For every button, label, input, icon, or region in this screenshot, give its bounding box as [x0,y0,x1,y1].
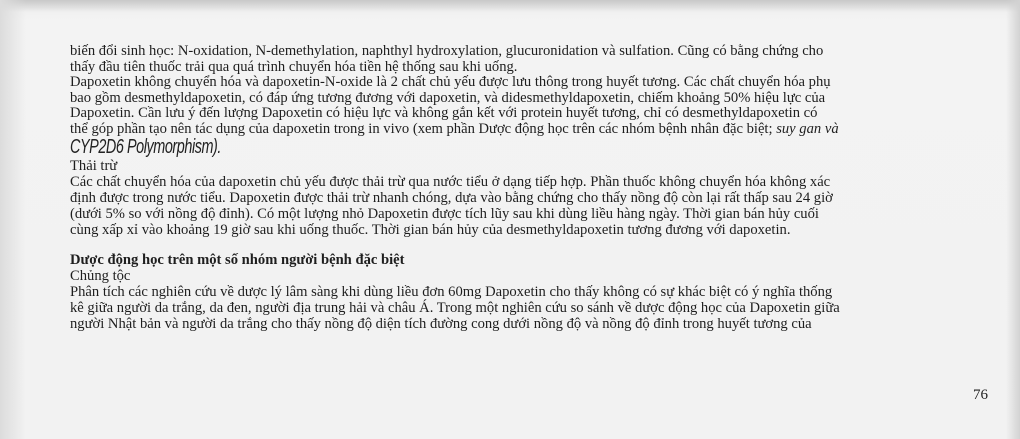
page-number: 76 [973,387,988,403]
text-line: (dưới 5% so với nồng độ đỉnh). Có một lượng nhỏ Dapoxetin được tích lũy sau khi dùng liều hàng ngày. Thời gian bán hủy cuối [70,206,819,222]
page-left-edge [0,0,26,439]
stamped-text: CYP2D6 Polymorphism). [70,136,221,158]
text-line: Dapoxetin. Cần lưu ý đến lượng Dapoxetin có hiệu lực và không gắn kết với protein huyết tương, chỉ có desmethyldapoxetin có [70,105,818,121]
text-line: cùng xấp xỉ vào khoảng 19 giờ sau khi uống thuốc. Thời gian bán hủy của desmethyldapoxetin tương đương với dapoxetin. [70,222,791,238]
text-line: thấy đầu tiên thuốc trải qua quá trình chuyển hóa tiền hệ thống sau khi uống. [70,58,518,75]
section-heading: Dược động học trên một số nhóm người bệnh đặc biệt [70,252,405,268]
page-right-edge [1006,0,1020,439]
text-line: người Nhật bản và người da trắng cho thấy nồng độ diện tích đường cong dưới nồng độ và nồng độ đỉnh trong huyết tương của [70,316,812,332]
text-line: Dapoxetin không chuyển hóa và dapoxetin-N-oxide là 2 chất chủ yếu được lưu thông trong huyết tương. Các chất chuyển hóa phụ [70,74,831,90]
text-line: Các chất chuyển hóa của dapoxetin chủ yếu được thải trừ qua nước tiểu ở dạng tiếp hợp. Phần thuốc không chuyển hóa không xác [70,174,831,190]
section-subtitle: Chủng tộc [70,268,131,284]
text-fragment: thể góp phần tạo nên tác dụng của dapoxetin trong in vivo (xem phần Dược động học trên các nhóm bệnh nhân đặc biệt; [70,120,773,137]
text-line: kê giữa người da trắng, da đen, người địa trung hải và châu Á. Trong một nghiên cứu so sánh về dược động học của Dapoxetin giữa [70,300,840,316]
stamped-line [70,137,985,158]
page-content [70,44,985,332]
text-line: Phân tích các nghiên cứu về dược lý lâm sàng khi dùng liều đơn 60mg Dapoxetin cho thấy không có sự khác biệt có ý nghĩa thống [70,284,833,300]
text-line [70,122,985,138]
text-fragment-italic: suy gan và [772,120,839,137]
text-line: biến đổi sinh học: N-oxidation, N-demethylation, naphthyl hydroxylation, glucuronidation và sulfation. Cũng có bằng chứng cho [70,43,824,59]
text-line: bao gồm desmethyldapoxetin, có đáp ứng tương đương với dapoxetin, và didesmethyldapoxetin, chiếm khoảng 50% hiệu lực của [70,89,826,106]
metabolism-paragraph [70,44,985,158]
text-line: định được trong nước tiểu. Dapoxetin được thải trừ nhanh chóng, dựa vào bằng chứng cho thấy nồng độ còn lại rất thấp sau 24 giờ [70,190,833,206]
page-top-shadow [0,0,1020,12]
section-subtitle: Thải trừ [70,158,118,174]
special-populations-section [70,252,985,332]
elimination-section [70,158,985,238]
